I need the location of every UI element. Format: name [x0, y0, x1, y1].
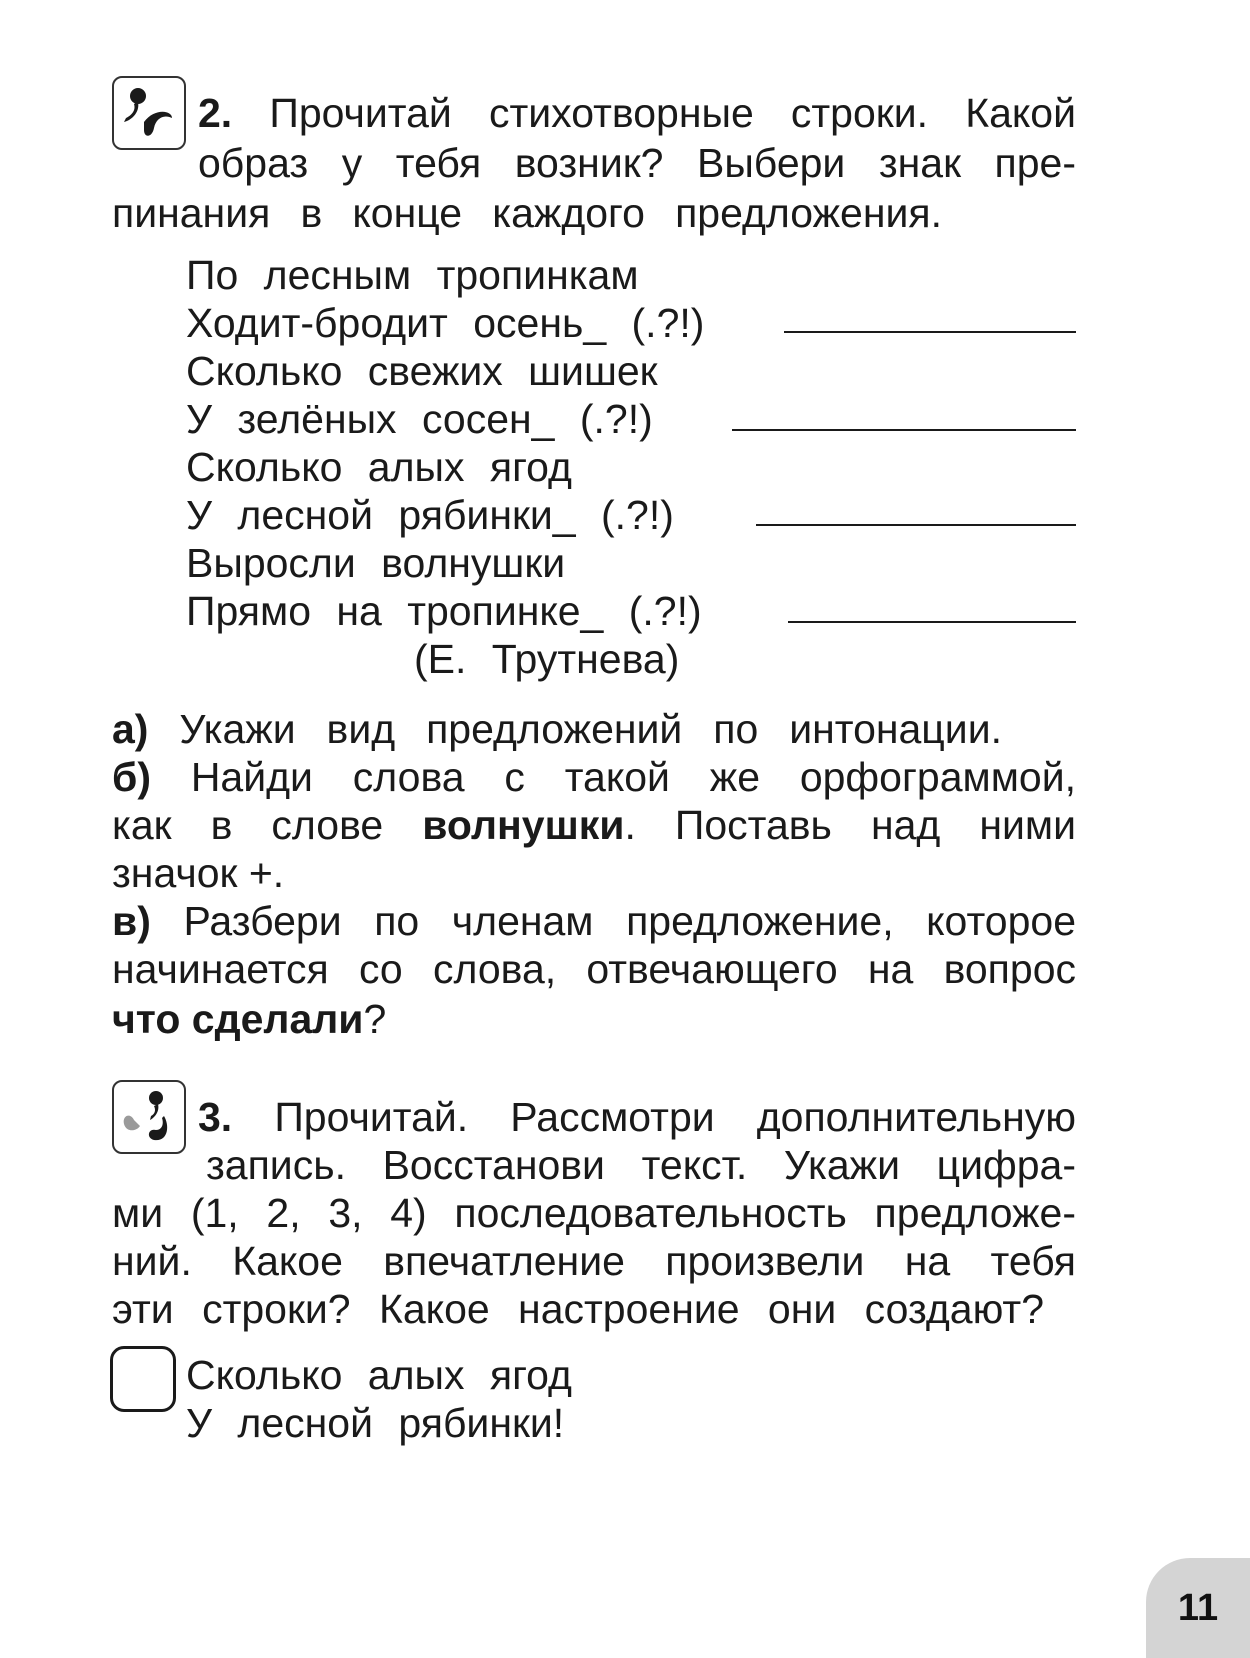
subtask-a: а) Укажи вид предложений по интонации.: [112, 706, 1002, 752]
poem-line: У зелёных сосен_ (.?!): [186, 396, 653, 442]
answer-line[interactable]: [788, 621, 1076, 623]
speech-mark-icon: [112, 1080, 186, 1154]
poem-line: У лесной рябинки_ (.?!): [186, 492, 674, 538]
exercise-3-task-line-1: 3. Прочитай. Рассмотри дополнительную: [198, 1094, 1076, 1140]
subtask-b-line-1: б) Найди слова с такой же орфограммой,: [112, 754, 1076, 800]
exercise-2-task-line-1: 2. Прочитай стихотворные строки. Какой: [198, 90, 1076, 136]
poem-line: Сколько свежих шишек: [186, 348, 658, 394]
subtask-b-line-3: значок +.: [112, 850, 285, 896]
exercise-2-task-line-2: образ у тебя возник? Выбери знак пре-: [198, 140, 1076, 186]
exercise-3-task-line-4: ний. Какое впечатление произвели на тебя: [112, 1238, 1076, 1284]
subtask-b-line-2: как в слове волнушки. Поставь над ними: [112, 802, 1076, 848]
page-number: 11: [1146, 1558, 1250, 1658]
subtask-v-line-2: начинается со слова, отвечающего на вопрос: [112, 946, 1076, 992]
subtask-v-line-3: что сделали?: [112, 996, 387, 1042]
exercise-3-task-line-3: ми (1, 2, 3, 4) последовательность предложе-: [112, 1190, 1076, 1236]
speech-mark-icon: [112, 76, 186, 150]
order-number-box[interactable]: [110, 1346, 176, 1412]
answer-line[interactable]: [756, 524, 1076, 526]
answer-line[interactable]: [732, 429, 1076, 431]
exercise-3-task-line-5: эти строки? Какое настроение они создают?: [112, 1286, 1044, 1332]
poem-line: Ходит-бродит осень_ (.?!): [186, 300, 705, 346]
poem-line: По лесным тропинкам: [186, 252, 639, 298]
fragment-line: У лесной рябинки!: [186, 1400, 565, 1446]
exercise-number: 2.: [198, 90, 233, 136]
poem-line: Выросли волнушки: [186, 540, 566, 586]
exercise-number: 3.: [198, 1094, 233, 1140]
fragment-line: Сколько алых ягод: [186, 1352, 572, 1398]
poem-line: Сколько алых ягод: [186, 444, 572, 490]
poem-author: (Е. Трутнева): [414, 636, 680, 682]
exercise-3-task-line-2: запись. Восстанови текст. Укажи цифра-: [206, 1142, 1076, 1188]
answer-line[interactable]: [784, 331, 1076, 333]
poem-line: Прямо на тропинке_ (.?!): [186, 588, 702, 634]
subtask-v-line-1: в) Разбери по членам предложение, которое: [112, 898, 1076, 944]
exercise-2-task-line-3: пинания в конце каждого предложения.: [112, 190, 942, 236]
